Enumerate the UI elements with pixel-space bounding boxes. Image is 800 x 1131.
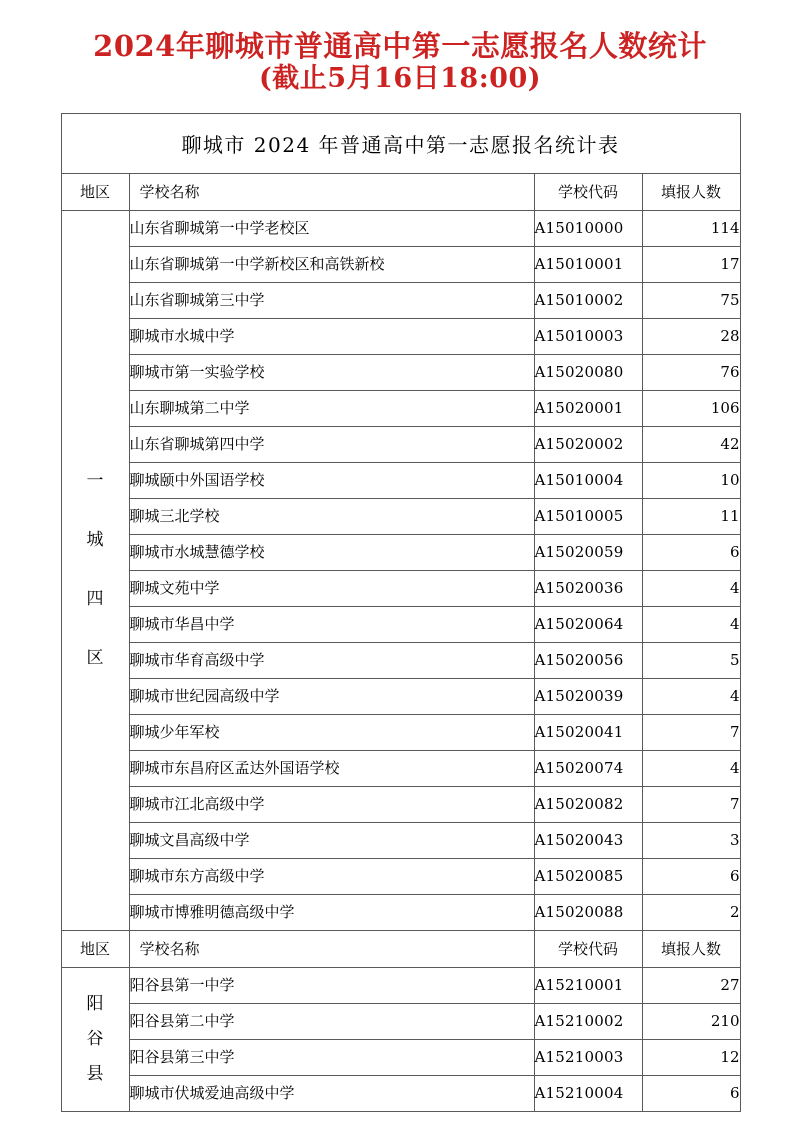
table-row [61, 858, 740, 894]
school-code-cell: A15020039 [534, 678, 642, 714]
school-name-cell: 聊城市第一实验学校 [129, 354, 534, 390]
region-label [62, 987, 129, 1092]
column-header-code: 学校代码 [534, 930, 642, 967]
school-code-cell: A15010005 [534, 498, 642, 534]
school-name-cell: 山东省聊城第三中学 [129, 282, 534, 318]
table-row [61, 967, 740, 1003]
column-header-school: 学校名称 [129, 173, 534, 210]
applicant-count-cell: 4 [642, 678, 740, 714]
school-code-cell: A15010001 [534, 246, 642, 282]
table-row [61, 786, 740, 822]
table-caption-row [61, 113, 740, 173]
school-code-cell: A15010002 [534, 282, 642, 318]
school-name-cell: 聊城市伏城爱迪高级中学 [129, 1075, 534, 1111]
school-name-cell: 聊城市博雅明德高级中学 [129, 894, 534, 930]
applicant-count-cell: 3 [642, 822, 740, 858]
applicant-count-cell: 106 [642, 390, 740, 426]
region-label-char: 谷 [86, 1028, 104, 1049]
applicant-count-cell: 7 [642, 714, 740, 750]
school-code-cell: A15010004 [534, 462, 642, 498]
table-row [61, 1075, 740, 1111]
applicant-count-cell: 4 [642, 570, 740, 606]
school-name-cell: 聊城市江北高级中学 [129, 786, 534, 822]
table-row [61, 282, 740, 318]
school-code-cell: A15010000 [534, 210, 642, 246]
school-name-cell: 聊城少年军校 [129, 714, 534, 750]
school-code-cell: A15020002 [534, 426, 642, 462]
applicant-count-cell: 27 [642, 967, 740, 1003]
applicant-count-cell: 17 [642, 246, 740, 282]
applicant-count-cell: 4 [642, 606, 740, 642]
region-label-char: 城 [86, 530, 104, 551]
school-code-cell: A15210001 [534, 967, 642, 1003]
enrollment-table [61, 113, 741, 1112]
school-code-cell: A15210004 [534, 1075, 642, 1111]
table-row [61, 390, 740, 426]
school-name-cell: 山东省聊城第一中学老校区 [129, 210, 534, 246]
school-name-cell: 聊城市水城慧德学校 [129, 534, 534, 570]
applicant-count-cell: 5 [642, 642, 740, 678]
school-name-cell: 聊城市东方高级中学 [129, 858, 534, 894]
applicant-count-cell: 42 [642, 426, 740, 462]
school-code-cell: A15020080 [534, 354, 642, 390]
applicant-count-cell: 12 [642, 1039, 740, 1075]
school-code-cell: A15020056 [534, 642, 642, 678]
school-name-cell: 山东省聊城第一中学新校区和高铁新校 [129, 246, 534, 282]
column-header-code: 学校代码 [534, 173, 642, 210]
applicant-count-cell: 114 [642, 210, 740, 246]
region-label-cell [61, 967, 129, 1111]
school-name-cell: 阳谷县第三中学 [129, 1039, 534, 1075]
column-header-row [61, 930, 740, 967]
school-name-cell: 聊城文苑中学 [129, 570, 534, 606]
school-code-cell: A15020043 [534, 822, 642, 858]
table-row [61, 822, 740, 858]
report-table-container [61, 113, 740, 1112]
school-name-cell: 聊城文昌高级中学 [129, 822, 534, 858]
applicant-count-cell: 210 [642, 1003, 740, 1039]
heading-title-line2: (截止5月16日18:00) [258, 63, 542, 95]
school-name-cell: 聊城市东昌府区孟达外国语学校 [129, 750, 534, 786]
column-header-count: 填报人数 [642, 930, 740, 967]
table-row [61, 426, 740, 462]
school-name-cell: 阳谷县第二中学 [129, 1003, 534, 1039]
region-label-char: 县 [86, 1063, 104, 1084]
school-code-cell: A15020074 [534, 750, 642, 786]
applicant-count-cell: 6 [642, 1075, 740, 1111]
applicant-count-cell: 75 [642, 282, 740, 318]
region-label-char: 四 [86, 589, 104, 610]
school-name-cell: 山东聊城第二中学 [129, 390, 534, 426]
school-code-cell: A15020085 [534, 858, 642, 894]
school-name-cell: 山东省聊城第四中学 [129, 426, 534, 462]
region-label-char: 区 [86, 648, 104, 669]
region-label-cell [61, 210, 129, 930]
school-name-cell: 聊城市华昌中学 [129, 606, 534, 642]
table-row [61, 210, 740, 246]
table-row [61, 642, 740, 678]
region-label-char: 阳 [86, 993, 104, 1014]
region-label [62, 452, 129, 688]
applicant-count-cell: 11 [642, 498, 740, 534]
table-row [61, 894, 740, 930]
school-code-cell: A15020041 [534, 714, 642, 750]
applicant-count-cell: 2 [642, 894, 740, 930]
region-label-char: 一 [86, 471, 104, 492]
school-code-cell: A15020082 [534, 786, 642, 822]
school-code-cell: A15020036 [534, 570, 642, 606]
column-header-count: 填报人数 [642, 173, 740, 210]
column-header-school: 学校名称 [129, 930, 534, 967]
school-name-cell: 聊城市华育高级中学 [129, 642, 534, 678]
table-row [61, 498, 740, 534]
school-code-cell: A15020059 [534, 534, 642, 570]
heading-title-line1: 2024年聊城市普通高中第一志愿报名人数统计 [93, 29, 707, 63]
table-row [61, 570, 740, 606]
table-row [61, 714, 740, 750]
applicant-count-cell: 76 [642, 354, 740, 390]
school-code-cell: A15020064 [534, 606, 642, 642]
table-row [61, 1039, 740, 1075]
table-row [61, 318, 740, 354]
school-name-cell: 聊城市世纪园高级中学 [129, 678, 534, 714]
applicant-count-cell: 6 [642, 858, 740, 894]
table-caption: 聊城市 2024 年普通高中第一志愿报名统计表 [61, 113, 740, 173]
table-row [61, 534, 740, 570]
table-row [61, 1003, 740, 1039]
school-name-cell: 阳谷县第一中学 [129, 967, 534, 1003]
applicant-count-cell: 4 [642, 750, 740, 786]
school-name-cell: 聊城颐中外国语学校 [129, 462, 534, 498]
applicant-count-cell: 28 [642, 318, 740, 354]
table-row [61, 750, 740, 786]
table-row [61, 246, 740, 282]
school-code-cell: A15210002 [534, 1003, 642, 1039]
column-header-row [61, 173, 740, 210]
table-row [61, 678, 740, 714]
school-code-cell: A15020088 [534, 894, 642, 930]
table-row [61, 606, 740, 642]
school-code-cell: A15210003 [534, 1039, 642, 1075]
table-row [61, 462, 740, 498]
school-code-cell: A15020001 [534, 390, 642, 426]
applicant-count-cell: 6 [642, 534, 740, 570]
school-name-cell: 聊城市水城中学 [129, 318, 534, 354]
page-heading [0, 0, 800, 95]
school-name-cell: 聊城三北学校 [129, 498, 534, 534]
applicant-count-cell: 7 [642, 786, 740, 822]
table-row [61, 354, 740, 390]
column-header-region: 地区 [61, 173, 129, 210]
school-code-cell: A15010003 [534, 318, 642, 354]
applicant-count-cell: 10 [642, 462, 740, 498]
column-header-region: 地区 [61, 930, 129, 967]
